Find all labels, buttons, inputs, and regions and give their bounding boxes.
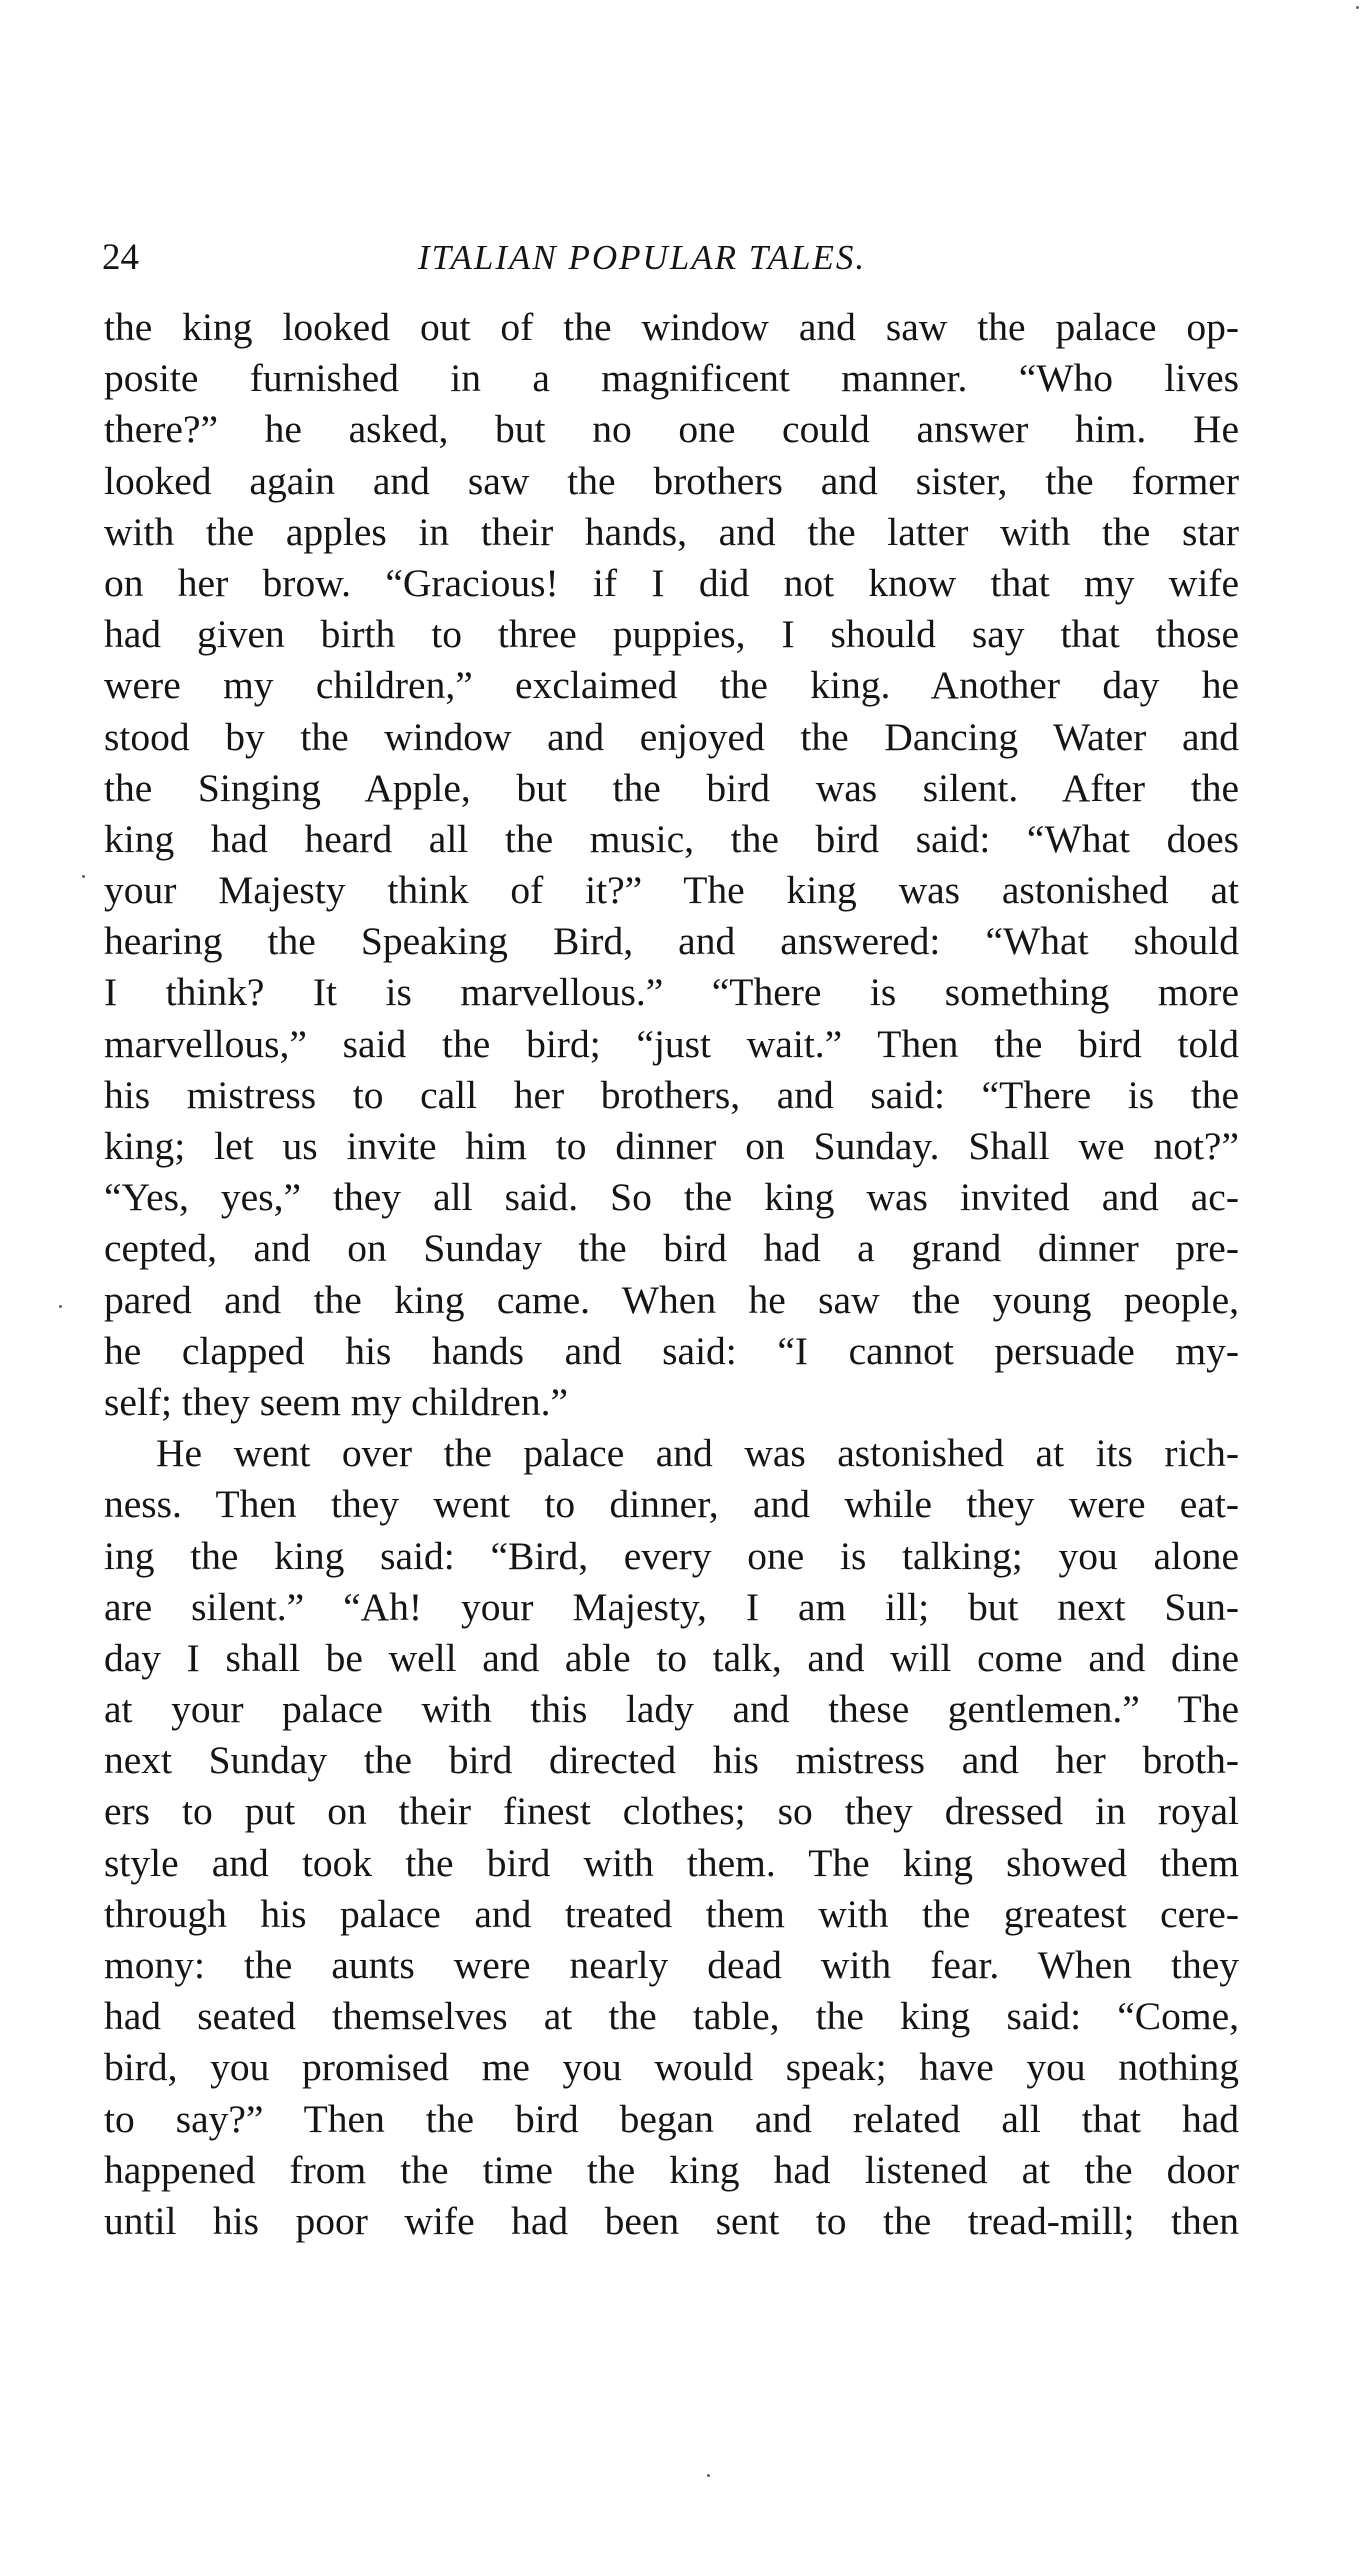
text-line: I think? It is marvellous.” “There is something more (104, 970, 1239, 1015)
text-line: cepted, and on Sunday the bird had a grand dinner pre- (104, 1226, 1239, 1271)
text-line: the Singing Apple, but the bird was silent. After the (104, 765, 1239, 810)
text-line: looked again and saw the brothers and sister, the former (104, 458, 1239, 503)
text-line: the king looked out of the window and saw the palace op- (104, 305, 1239, 349)
text-line: posite furnished in a magnificent manner. “Who lives (104, 356, 1239, 401)
paper-speck (707, 2474, 710, 2477)
text-line: at your palace with this lady and these gentlemen.” The (104, 1687, 1239, 1732)
paper-speck (59, 1305, 62, 1308)
paragraph (104, 1428, 1239, 2247)
text-line: his mistress to call her brothers, and said: “There is the (104, 1072, 1239, 1117)
text-line: bird, you promised me you would speak; have you nothing (104, 2045, 1239, 2090)
text-line: pared and the king came. When he saw the young people, (104, 1277, 1239, 1322)
text-line: “Yes, yes,” they all said. So the king was invited and ac- (104, 1175, 1239, 1220)
text-line: are silent.” “Ah! your Majesty, I am ill; but next Sun- (104, 1584, 1239, 1629)
text-line: ing the king said: “Bird, every one is talking; you alone (104, 1533, 1239, 1578)
text-line: king had heard all the music, the bird said: “What does (104, 816, 1239, 861)
text-line: there?” he asked, but no one could answer him. He (104, 407, 1239, 452)
text-line: your Majesty think of it?” The king was astonished at (104, 868, 1239, 913)
text-line: style and took the bird with them. The king showed them (104, 1840, 1239, 1885)
text-line: happened from the time the king had listened at the door (104, 2147, 1239, 2192)
text-line: stood by the window and enjoyed the Dancing Water and (104, 714, 1239, 759)
body-text (104, 302, 1239, 2247)
text-line: ers to put on their finest clothes; so they dressed in royal (104, 1789, 1239, 1834)
running-head (102, 232, 1237, 284)
text-line: He went over the palace and was astonished at its rich- (156, 1431, 1239, 1476)
text-line: king; let us invite him to dinner on Sunday. Shall we not?” (104, 1124, 1239, 1168)
text-line: mony: the aunts were nearly dead with fear. When they (104, 1943, 1239, 1987)
text-line: he clapped his hands and said: “I cannot persuade my- (104, 1328, 1239, 1373)
text-line: next Sunday the bird directed his mistress and her broth- (104, 1738, 1239, 1783)
text-line: on her brow. “Gracious! if I did not know that my wife (104, 560, 1239, 605)
text-line: with the apples in their hands, and the latter with the star (104, 509, 1239, 554)
text-line: had given birth to three puppies, I should say that those (104, 612, 1239, 657)
text-line: ness. Then they went to dinner, and while they were eat- (104, 1482, 1239, 1527)
text-line: were my children,” exclaimed the king. Another day he (104, 663, 1239, 708)
page-number: 24 (102, 237, 139, 278)
text-line: self; they seem my children.” (104, 1379, 568, 1424)
text-line: hearing the Speaking Bird, and answered: “What should (104, 919, 1239, 964)
text-line: had seated themselves at the table, the king said: “Come, (104, 1994, 1239, 2039)
text-line: through his palace and treated them with the greatest cere- (104, 1891, 1239, 1936)
text-line: day I shall be well and able to talk, and will come and dine (104, 1635, 1239, 1680)
paper-speck (82, 875, 85, 878)
text-line: until his poor wife had been sent to the tread-mill; then (104, 2198, 1239, 2243)
paragraph (104, 302, 1239, 1428)
paper-speck (1356, 6, 1359, 9)
text-line: to say?” Then the bird began and related all that had (104, 2096, 1239, 2141)
running-title: ITALIAN POPULAR TALES. (418, 238, 867, 277)
text-line: marvellous,” said the bird; “just wait.” Then the bird told (104, 1021, 1239, 1066)
